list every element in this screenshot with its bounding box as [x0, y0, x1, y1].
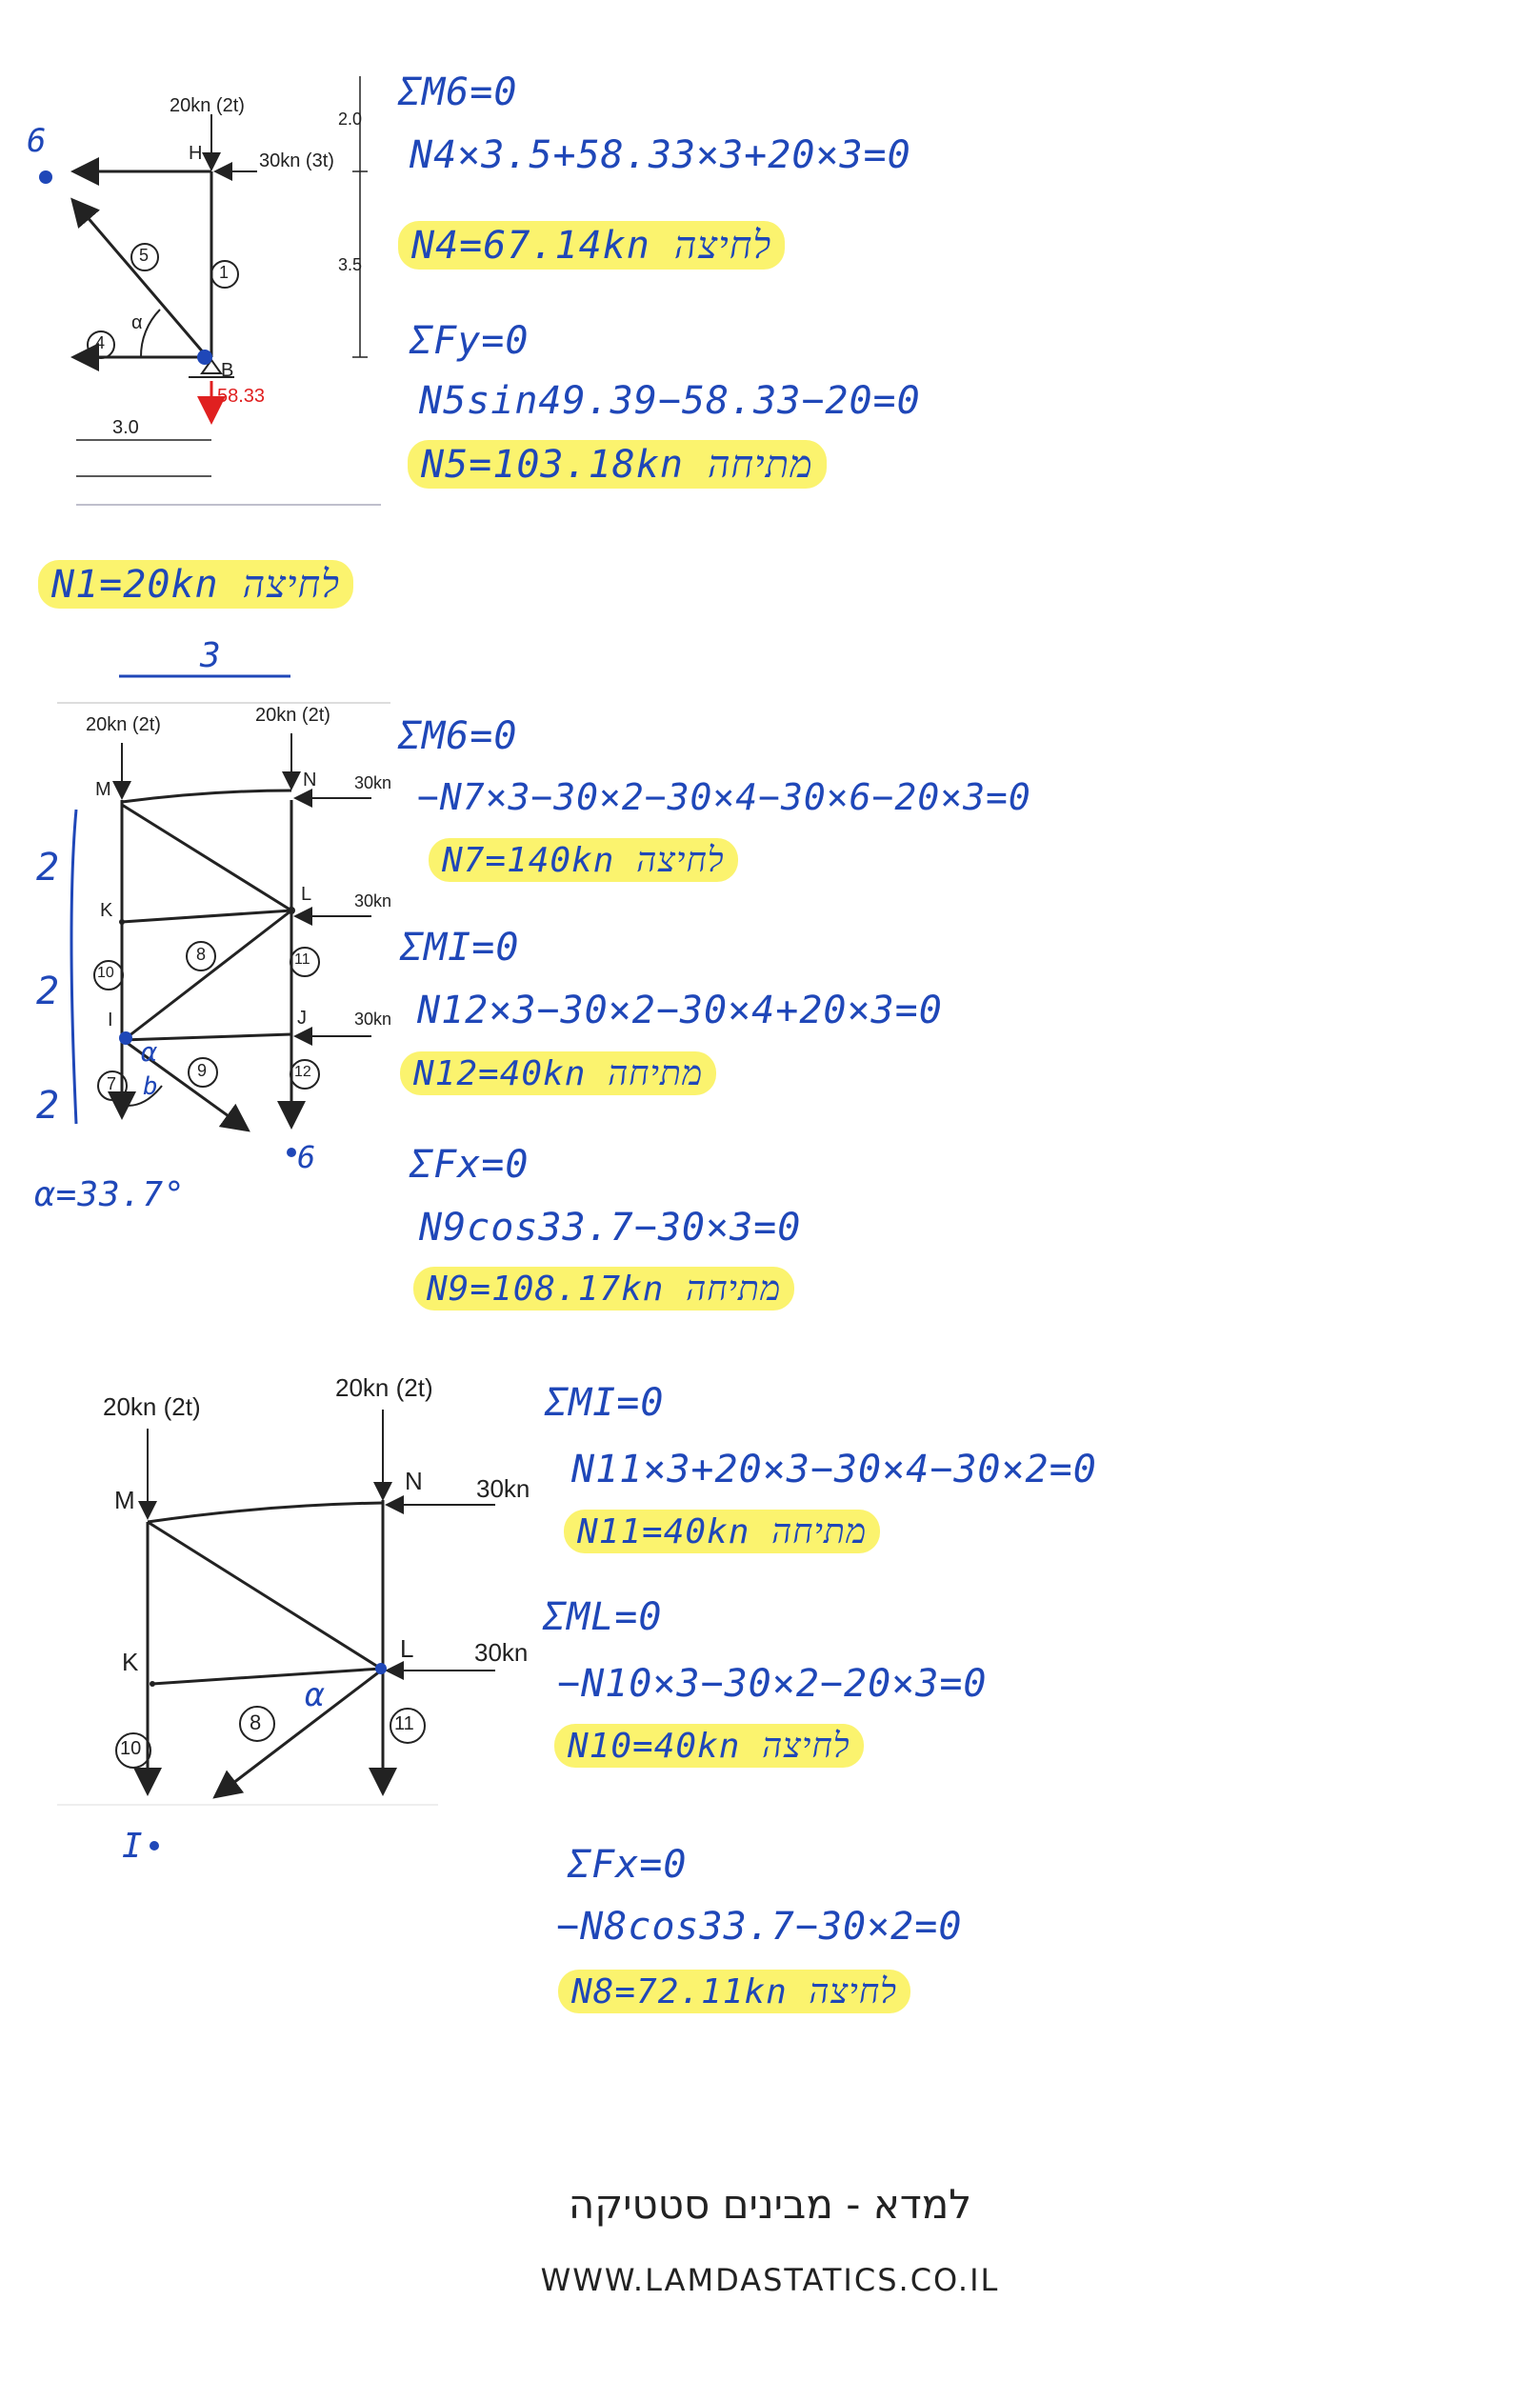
dimension-label: 2.0	[338, 110, 363, 129]
dimension-label: 3.0	[112, 417, 139, 438]
dimension-label: 3.5	[338, 255, 363, 274]
member-number: 11	[294, 951, 310, 968]
member-number: 11	[394, 1713, 414, 1734]
height-label: 2	[36, 970, 61, 1013]
node-label: L	[400, 1634, 414, 1663]
node-label: J	[297, 1008, 307, 1029]
member-number: 8	[250, 1711, 262, 1734]
angle-value: α=33.7°	[34, 1175, 186, 1214]
load-label: 20kn (2t)	[170, 95, 245, 116]
result: N1=20kn לחיצה	[38, 560, 353, 609]
equation: −N8cos33.7−30×2=0	[556, 1905, 963, 1949]
height-label: 2	[36, 1084, 61, 1128]
equation-title: ΣM6=0	[398, 70, 518, 114]
node-label: H	[189, 143, 203, 164]
load-label: 20kn (2t)	[255, 705, 330, 726]
force-label: 30kn	[354, 773, 392, 792]
angle-label: α	[305, 1676, 326, 1714]
load-label: 30kn (3t)	[259, 150, 334, 171]
force-label: 30kn	[354, 891, 392, 910]
point-label: 6	[297, 1139, 317, 1175]
reaction-label: 58.33	[217, 386, 266, 407]
load-label: 20kn (2t)	[86, 714, 161, 735]
equation-title: ΣFx=0	[410, 1143, 530, 1187]
node-label: M	[95, 779, 111, 800]
result: N7=140kn לחיצה	[429, 838, 738, 882]
node-label: K	[100, 900, 113, 921]
equation-title: ΣML=0	[543, 1595, 663, 1639]
member-number: 7	[107, 1074, 117, 1093]
node-label: N	[405, 1467, 423, 1495]
angle-label: α	[131, 312, 143, 333]
equation-title: ΣM6=0	[398, 714, 518, 758]
footer-title: למדא - מבינים סטטיקה	[568, 2181, 972, 2228]
point-label: I	[122, 1827, 144, 1866]
member-number: 1	[219, 263, 230, 282]
footer-url[interactable]: WWW.LAMDASTATICS.CO.IL	[540, 2262, 1000, 2298]
angle-label: b	[143, 1072, 159, 1101]
load-label: 20kn (2t)	[103, 1392, 201, 1421]
equation: N5sin49.39−58.33−20=0	[419, 379, 921, 423]
result: N11=40kn מתיחה	[564, 1510, 880, 1553]
force-label: 30kn	[474, 1638, 529, 1667]
member-number: 8	[196, 945, 207, 964]
member-number: 10	[97, 965, 114, 981]
equation: N9cos33.7−30×3=0	[419, 1206, 802, 1250]
force-label: 30kn	[354, 1010, 392, 1029]
result: N12=40kn מתיחה	[400, 1051, 716, 1095]
equation: N11×3+20×3−30×4−30×2=0	[571, 1448, 1097, 1491]
point-label: 6	[27, 122, 48, 160]
equation-title: ΣFy=0	[410, 319, 530, 363]
equation: N4×3.5+58.33×3+20×3=0	[410, 133, 911, 177]
force-label: 30kn	[476, 1474, 530, 1503]
member-number: 4	[95, 333, 106, 352]
result: N8=72.11kn לחיצה	[558, 1970, 910, 2013]
equation-title: ΣMI=0	[400, 926, 520, 970]
height-label: 2	[36, 846, 61, 890]
result: N4=67.14kn לחיצה	[398, 221, 785, 270]
node-label: L	[301, 884, 312, 905]
result: N9=108.17kn מתיחה	[413, 1267, 794, 1311]
result: N10=40kn לחיצה	[554, 1724, 864, 1768]
dimension-label: 3	[200, 636, 222, 675]
node-label: M	[114, 1486, 135, 1514]
member-number: 10	[120, 1738, 142, 1759]
equation-title: ΣFx=0	[568, 1843, 688, 1887]
load-label: 20kn (2t)	[335, 1373, 433, 1402]
member-number: 12	[294, 1064, 311, 1080]
member-number: 5	[139, 246, 150, 265]
result: N5=103.18kn מתיחה	[408, 440, 827, 489]
node-label: I	[108, 1010, 113, 1030]
equation-title: ΣMI=0	[545, 1381, 665, 1425]
equation: N12×3−30×2−30×4+20×3=0	[417, 989, 943, 1032]
member-number: 9	[197, 1061, 208, 1080]
equation: −N7×3−30×2−30×4−30×6−20×3=0	[417, 776, 1031, 818]
node-label: K	[122, 1648, 139, 1676]
equation: −N10×3−30×2−20×3=0	[557, 1662, 988, 1706]
node-label: N	[303, 770, 317, 790]
node-label: B	[221, 360, 234, 381]
angle-label: α	[141, 1036, 158, 1068]
